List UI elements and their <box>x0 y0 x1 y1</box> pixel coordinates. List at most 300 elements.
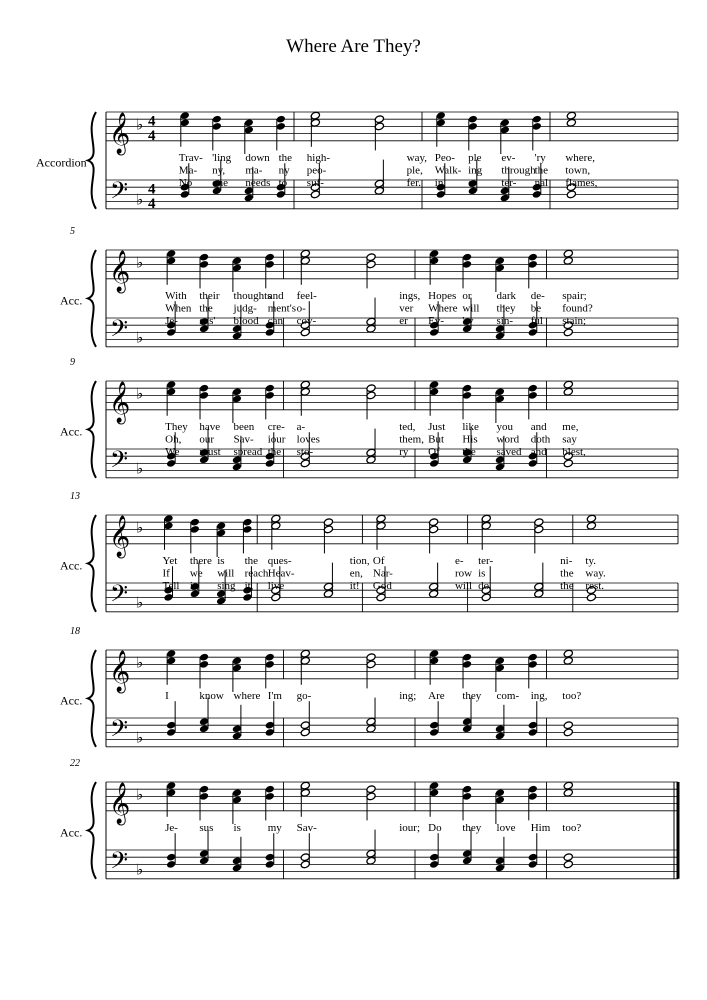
measure-number: 22 <box>70 758 80 769</box>
bass-chord <box>323 563 333 599</box>
flat-icon: ♭ <box>136 255 144 272</box>
time-signature-top: 4 <box>148 181 156 198</box>
time-signature-top: 4 <box>148 113 156 130</box>
treble-chord <box>199 653 209 689</box>
bass-chord <box>166 833 176 869</box>
lyric-syllable: But <box>428 433 445 446</box>
lyric-syllable: I'm <box>267 689 282 702</box>
lyric-syllable: it, <box>189 579 199 592</box>
lyric-syllable: needs <box>245 176 271 189</box>
lyric-syllable: suf- <box>306 176 324 189</box>
bass-chord <box>495 705 505 741</box>
bass-clef-icon: 𝄢 <box>110 447 129 479</box>
system-2 <box>60 226 678 348</box>
bass-chord <box>199 830 209 866</box>
lyric-syllable: ple <box>468 151 482 164</box>
bass-staff <box>106 850 678 879</box>
lyric-syllable: is <box>217 554 225 567</box>
notehead <box>563 387 573 396</box>
lyric-syllable: like <box>462 420 479 433</box>
bass-clef-icon: 𝄢 <box>110 581 129 613</box>
bass-clef-icon: 𝄢 <box>110 178 129 210</box>
treble-chord <box>366 653 376 689</box>
lyric-syllable: Hopes <box>428 289 457 302</box>
bass-staff <box>106 718 678 747</box>
treble-chord <box>462 253 472 289</box>
lyric-syllable: way. <box>585 567 606 580</box>
lyric-syllable: have <box>199 420 221 433</box>
lyric-syllable: them, <box>399 433 424 446</box>
lyric-syllable: sus <box>199 821 214 834</box>
bass-chord <box>462 830 472 866</box>
lyric-syllable: ing, <box>530 689 548 702</box>
lyric-syllable: cre- <box>267 420 285 433</box>
flat-icon: ♭ <box>136 386 144 403</box>
note <box>563 328 573 337</box>
treble-staff <box>106 250 678 279</box>
treble-chord <box>232 387 242 423</box>
lyric-syllable: Je- <box>165 821 178 834</box>
treble-chord <box>232 788 242 824</box>
treble-chord <box>190 518 200 554</box>
lyric-syllable: will <box>462 302 480 315</box>
lyric-syllable: Je- <box>165 314 178 327</box>
lyric-syllable: live <box>267 579 285 592</box>
lyric-syllable: Trav- <box>178 151 203 164</box>
bass-chord <box>366 830 376 866</box>
notehead <box>566 118 576 127</box>
lyric-syllable: the <box>244 554 259 567</box>
notehead <box>566 111 576 120</box>
brace <box>88 381 96 478</box>
lyric-syllable: Tell <box>162 579 180 592</box>
lyric-syllable: sto- <box>296 445 314 458</box>
lyric-syllable: where, <box>565 151 595 164</box>
lyric-syllable: blood <box>233 314 259 327</box>
lyric-syllable: must <box>199 445 221 458</box>
time-signature-bottom: 4 <box>148 195 156 212</box>
treble-chord <box>481 514 491 550</box>
lyric-syllable: de- <box>530 289 545 302</box>
treble-clef-icon: 𝄞 <box>109 650 131 691</box>
measure-number: 18 <box>70 626 80 637</box>
lyric-syllable: ques- <box>267 554 292 567</box>
treble-chord <box>429 380 439 416</box>
lyric-syllable: they <box>462 821 482 834</box>
lyric-syllable: word <box>496 433 520 446</box>
notehead <box>563 781 573 790</box>
lyric-syllable: 'ry <box>462 314 474 327</box>
brace <box>88 112 96 209</box>
bass-chord <box>265 833 275 869</box>
bass-chord <box>232 705 242 741</box>
brace <box>88 250 96 347</box>
lyric-syllable: ty. <box>585 554 597 567</box>
lyric-syllable: they <box>462 689 482 702</box>
bass-chord <box>462 698 472 734</box>
score-title: Where Are They? <box>286 36 421 57</box>
lyric-syllable: spread <box>233 445 263 458</box>
lyric-syllable: Yet <box>162 554 178 567</box>
lyric-syllable: ny <box>278 164 290 177</box>
bass-chord <box>429 563 439 599</box>
lyric-syllable: Peo- <box>434 151 455 164</box>
treble-chord <box>495 788 505 824</box>
brace <box>88 515 96 612</box>
lyric-syllable: way, <box>406 151 428 164</box>
lyric-syllable: too? <box>562 689 582 702</box>
system-4 <box>60 491 678 613</box>
lyric-syllable: e- <box>454 554 464 567</box>
lyric-syllable: ted, <box>399 420 416 433</box>
treble-chord <box>429 781 439 817</box>
lyric-syllable: cov- <box>296 314 317 327</box>
treble-chord <box>271 514 281 550</box>
lyric-syllable: sin- <box>496 314 514 327</box>
bass-chord <box>563 853 573 869</box>
notehead <box>563 728 573 737</box>
bass-chord <box>534 563 544 599</box>
lyric-syllable: you <box>496 420 514 433</box>
lyric-syllable: row <box>454 567 473 580</box>
note <box>586 514 596 523</box>
lyric-syllable: o- <box>296 302 306 315</box>
lyric-syllable: will <box>217 567 235 580</box>
flat-icon: ♭ <box>136 461 144 478</box>
lyric-syllable: me, <box>562 420 579 433</box>
lyric-syllable: feel- <box>296 289 317 302</box>
lyric-syllable: ing <box>468 164 483 177</box>
lyric-syllable: We <box>165 445 180 458</box>
treble-chord <box>276 115 286 151</box>
lyric-syllable: been <box>233 420 255 433</box>
lyric-syllable: ful <box>530 314 543 327</box>
treble-staff <box>106 782 678 811</box>
lyric-syllable: do <box>478 579 490 592</box>
flat-icon: ♭ <box>136 730 144 747</box>
instrument-label: Acc. <box>60 424 83 439</box>
bass-chord <box>429 833 439 869</box>
bass-chord <box>265 701 275 737</box>
time-signature-bottom: 4 <box>148 127 156 144</box>
lyric-syllable: sing <box>217 579 236 592</box>
brace <box>88 650 96 747</box>
lyric-syllable: is <box>233 821 241 834</box>
notehead <box>563 721 573 730</box>
lyric-syllable: or <box>462 289 472 302</box>
treble-chord <box>528 384 538 420</box>
treble-chord <box>462 384 472 420</box>
treble-clef-icon: 𝄞 <box>109 250 131 291</box>
bass-chord <box>366 698 376 734</box>
treble-clef-icon: 𝄞 <box>109 515 131 556</box>
bass-chord <box>374 160 384 196</box>
lyric-syllable: I <box>165 689 169 702</box>
lyric-syllable: in <box>434 176 444 189</box>
treble-chord <box>265 653 275 689</box>
lyric-syllable: the <box>278 151 293 164</box>
bass-chord <box>166 701 176 737</box>
bass-chord <box>300 833 310 869</box>
bass-clef-icon: 𝄢 <box>110 716 129 748</box>
lyric-syllable: Are <box>428 689 445 702</box>
treble-chord <box>462 653 472 689</box>
bass-chord <box>232 837 242 873</box>
notehead <box>563 380 573 389</box>
lyric-syllable: stain; <box>562 314 587 327</box>
treble-chord <box>300 649 310 685</box>
treble-staff <box>106 650 678 679</box>
lyric-syllable: Ev- <box>428 314 445 327</box>
lyric-syllable: through <box>501 164 536 177</box>
lyric-syllable: ny, <box>212 164 226 177</box>
notehead <box>563 656 573 665</box>
treble-chord <box>216 521 226 557</box>
lyric-syllable: the <box>199 302 213 315</box>
lyric-syllable: and <box>530 445 547 458</box>
measure-number: 13 <box>70 491 80 502</box>
treble-chord <box>199 785 209 821</box>
treble-chord <box>366 253 376 289</box>
lyric-syllable: iour <box>267 433 286 446</box>
treble-chord <box>232 256 242 292</box>
flat-icon: ♭ <box>136 787 144 804</box>
lyric-syllable: Oh, <box>165 433 182 446</box>
treble-chord <box>495 387 505 423</box>
treble-chord <box>166 380 176 416</box>
lyric-syllable: They <box>165 420 188 433</box>
lyric-syllable: the <box>462 445 476 458</box>
treble-clef-icon: 𝄞 <box>109 112 131 153</box>
bass-chord <box>495 837 505 873</box>
note <box>563 781 573 790</box>
lyric-syllable: en, <box>349 567 363 580</box>
treble-chord <box>199 384 209 420</box>
bass-clef-icon: 𝄢 <box>110 316 129 348</box>
lyric-syllable: Nar- <box>372 567 393 580</box>
note <box>566 118 576 127</box>
treble-staff <box>106 112 678 141</box>
lyric-syllable: where <box>233 689 261 702</box>
notehead <box>563 649 573 658</box>
note <box>563 387 573 396</box>
note <box>586 593 596 602</box>
flat-icon: ♭ <box>136 655 144 672</box>
lyric-syllable: fer. <box>406 176 421 189</box>
lyric-syllable: we <box>189 567 203 580</box>
note <box>586 521 596 530</box>
notehead <box>563 853 573 862</box>
treble-chord <box>163 514 173 550</box>
lyric-syllable: When <box>165 302 192 315</box>
lyric-syllable: 'ling <box>212 151 232 164</box>
note <box>563 380 573 389</box>
lyric-syllable: spair; <box>562 289 587 302</box>
lyric-syllable: and <box>267 289 284 302</box>
lyric-syllable: the <box>534 164 549 177</box>
lyric-syllable: er <box>399 314 408 327</box>
treble-chord <box>300 380 310 416</box>
lyric-syllable: flames, <box>565 176 598 189</box>
bass-chord <box>528 833 538 869</box>
treble-chord <box>528 653 538 689</box>
lyric-syllable: love <box>496 821 516 834</box>
lyric-syllable: a- <box>296 420 306 433</box>
lyric-syllable: ing; <box>399 689 417 702</box>
treble-chord <box>166 649 176 685</box>
flat-icon: ♭ <box>136 330 144 347</box>
instrument-label: Acc. <box>60 825 83 840</box>
notehead <box>563 256 573 265</box>
notehead <box>563 249 573 258</box>
flat-icon: ♭ <box>136 192 144 209</box>
lyric-syllable: dark <box>496 289 517 302</box>
note <box>566 111 576 120</box>
lyric-syllable: ev- <box>501 151 516 164</box>
lyric-syllable: ry <box>399 445 409 458</box>
bass-chord <box>563 721 573 737</box>
system-3 <box>60 357 678 479</box>
lyric-syllable: to <box>278 176 288 189</box>
lyric-syllable: ple, <box>406 164 423 177</box>
lyric-syllable: ter- <box>478 554 494 567</box>
lyric-syllable: will <box>454 579 473 592</box>
instrument-label: Acc. <box>60 558 83 573</box>
lyric-syllable: too? <box>562 821 582 834</box>
lyric-syllable: ni- <box>560 554 573 567</box>
flat-icon: ♭ <box>136 862 144 879</box>
treble-chord <box>310 111 320 147</box>
note <box>563 256 573 265</box>
treble-clef-icon: 𝄞 <box>109 782 131 823</box>
instrument-label: Acc. <box>60 293 83 308</box>
lyric-syllable: down <box>245 151 270 164</box>
lyric-syllable: Sav- <box>233 433 254 446</box>
treble-chord <box>166 249 176 285</box>
notehead <box>563 459 573 468</box>
lyric-syllable: Do <box>428 821 442 834</box>
lyric-syllable: No <box>178 176 193 189</box>
treble-chord <box>495 256 505 292</box>
lyric-syllable: and <box>530 420 547 433</box>
flat-icon: ♭ <box>136 595 144 612</box>
bass-chord <box>300 701 310 737</box>
instrument-label: Acc. <box>60 693 83 708</box>
treble-chord <box>429 649 439 685</box>
treble-chord <box>232 656 242 692</box>
lyric-syllable: nal <box>534 176 549 189</box>
treble-chord <box>265 253 275 289</box>
flat-icon: ♭ <box>136 520 144 537</box>
lyric-syllable: Just <box>428 420 446 433</box>
treble-chord <box>468 115 478 151</box>
lyric-syllable: 'ry <box>534 151 546 164</box>
treble-chord <box>528 253 538 289</box>
lyric-syllable: doth <box>530 433 551 446</box>
bass-staff <box>106 449 678 478</box>
lyric-syllable: peo- <box>306 164 327 177</box>
treble-chord <box>374 115 384 151</box>
bass-chord <box>199 698 209 734</box>
lyric-syllable: God <box>372 579 392 592</box>
lyric-syllable: ment's <box>267 302 296 315</box>
treble-chord <box>244 118 254 154</box>
lyric-syllable: sus' <box>199 314 216 327</box>
treble-chord <box>495 656 505 692</box>
lyric-syllable: high- <box>306 151 331 164</box>
lyric-syllable: be <box>530 302 542 315</box>
lyric-syllable: loves <box>296 433 320 446</box>
lyric-syllable: reach <box>244 567 269 580</box>
lyric-syllable: com- <box>496 689 520 702</box>
treble-chord <box>532 115 542 151</box>
lyric-syllable: Heav- <box>267 567 295 580</box>
lyric-syllable: they <box>496 302 516 315</box>
lyric-syllable: blest, <box>562 445 586 458</box>
system-1 <box>36 111 678 212</box>
lyric-syllable: iour; <box>399 821 421 834</box>
lyric-syllable: ver <box>399 302 414 315</box>
lyric-syllable: saved <box>496 445 522 458</box>
note <box>563 459 573 468</box>
lyric-syllable: judg- <box>233 302 257 315</box>
notehead <box>586 593 596 602</box>
lyric-syllable: ings, <box>399 289 421 302</box>
lyric-syllable: Walk- <box>434 164 462 177</box>
lyric-syllable: ter- <box>501 176 517 189</box>
lyric-syllable: one <box>212 176 228 189</box>
treble-clef-icon: 𝄞 <box>109 381 131 422</box>
treble-chord <box>436 111 446 147</box>
lyric-syllable: their <box>199 289 220 302</box>
lyric-syllable: it, <box>244 579 254 592</box>
flat-icon: ♭ <box>136 117 144 134</box>
lyric-syllable: know <box>199 689 224 702</box>
treble-chord <box>376 514 386 550</box>
treble-chord <box>212 115 222 151</box>
treble-chord <box>300 781 310 817</box>
notehead <box>586 514 596 523</box>
notehead <box>563 328 573 337</box>
treble-chord <box>528 785 538 821</box>
measure-number: 9 <box>70 357 75 368</box>
instrument-label: Accordion <box>36 155 87 170</box>
bass-chord <box>429 701 439 737</box>
lyric-syllable: Him <box>530 821 551 834</box>
lyric-syllable: thoughts <box>233 289 272 302</box>
note <box>563 649 573 658</box>
system-6 <box>60 758 678 880</box>
note <box>563 721 573 730</box>
note <box>563 853 573 862</box>
lyric-syllable: can <box>267 314 283 327</box>
treble-chord <box>180 111 190 147</box>
lyric-syllable: rest. <box>585 579 605 592</box>
note <box>563 656 573 665</box>
lyric-syllable: found? <box>562 302 593 315</box>
lyric-syllable: With <box>165 289 187 302</box>
treble-chord <box>429 518 439 554</box>
treble-chord <box>534 518 544 554</box>
lyric-syllable: e- <box>468 176 477 189</box>
lyric-syllable: Of <box>372 554 385 567</box>
treble-chord <box>199 253 209 289</box>
treble-staff <box>106 381 678 410</box>
lyric-syllable: it! <box>349 579 360 592</box>
treble-chord <box>300 249 310 285</box>
treble-chord <box>500 118 510 154</box>
notehead <box>566 190 576 199</box>
